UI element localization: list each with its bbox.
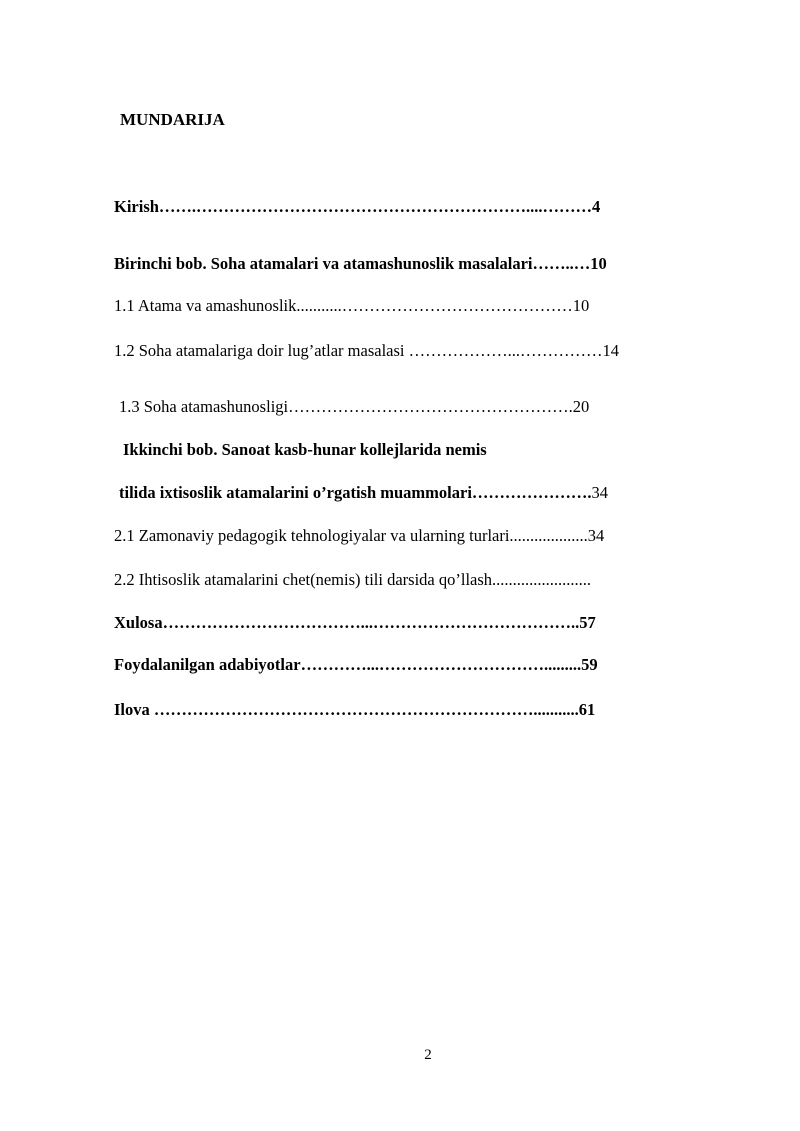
toc-heading: MUNDARIJA <box>120 110 225 129</box>
toc-entry-adabiyotlar: Foydalanilgan adabiyotlar…………...………………………….........59 <box>114 655 598 674</box>
toc-entry-ilova: Ilova ……………………………………………………………...........61 <box>114 700 596 719</box>
toc-entry-section-2-1: 2.1 Zamonaviy pedagogik tehnologiyalar va ularning turlari...................34 <box>114 526 605 545</box>
toc-entry-section-1-2: 1.2 Soha atamalariga doir lug’atlar masalasi ………………...……………14 <box>114 341 619 360</box>
toc-entry-chapter2-text: tilida ixtisoslik atamalarini o’rgatish muammolari…………………. <box>119 483 592 502</box>
page-number: 2 <box>424 1047 432 1063</box>
toc-entry-chapter1: Birinchi bob. Soha atamalari va atamashunoslik masalalari……..…10 <box>114 254 607 273</box>
toc-entry-section-1-3: 1.3 Soha atamashunosligi…………………………………………….20 <box>119 397 590 416</box>
toc-entry-xulosa: Xulosa………………………………...………………………………..57 <box>114 613 596 632</box>
toc-entry-chapter2-title: Ikkinchi bob. Sanoat kasb-hunar kollejlarida nemis <box>123 440 487 459</box>
toc-entry-chapter2 <box>119 483 608 503</box>
toc-entry-chapter2-page: 34 <box>591 483 609 502</box>
toc-entry-section-1-1: 1.1 Atama va amashunoslik...........……………………………………10 <box>114 296 590 315</box>
toc-entry-kirish: Kirish…….……………………………………………………....………4 <box>114 197 601 216</box>
toc-entry-section-2-2: 2.2 Ihtisoslik atamalarini chet(nemis) tili darsida qo’llash........................ <box>114 570 592 589</box>
